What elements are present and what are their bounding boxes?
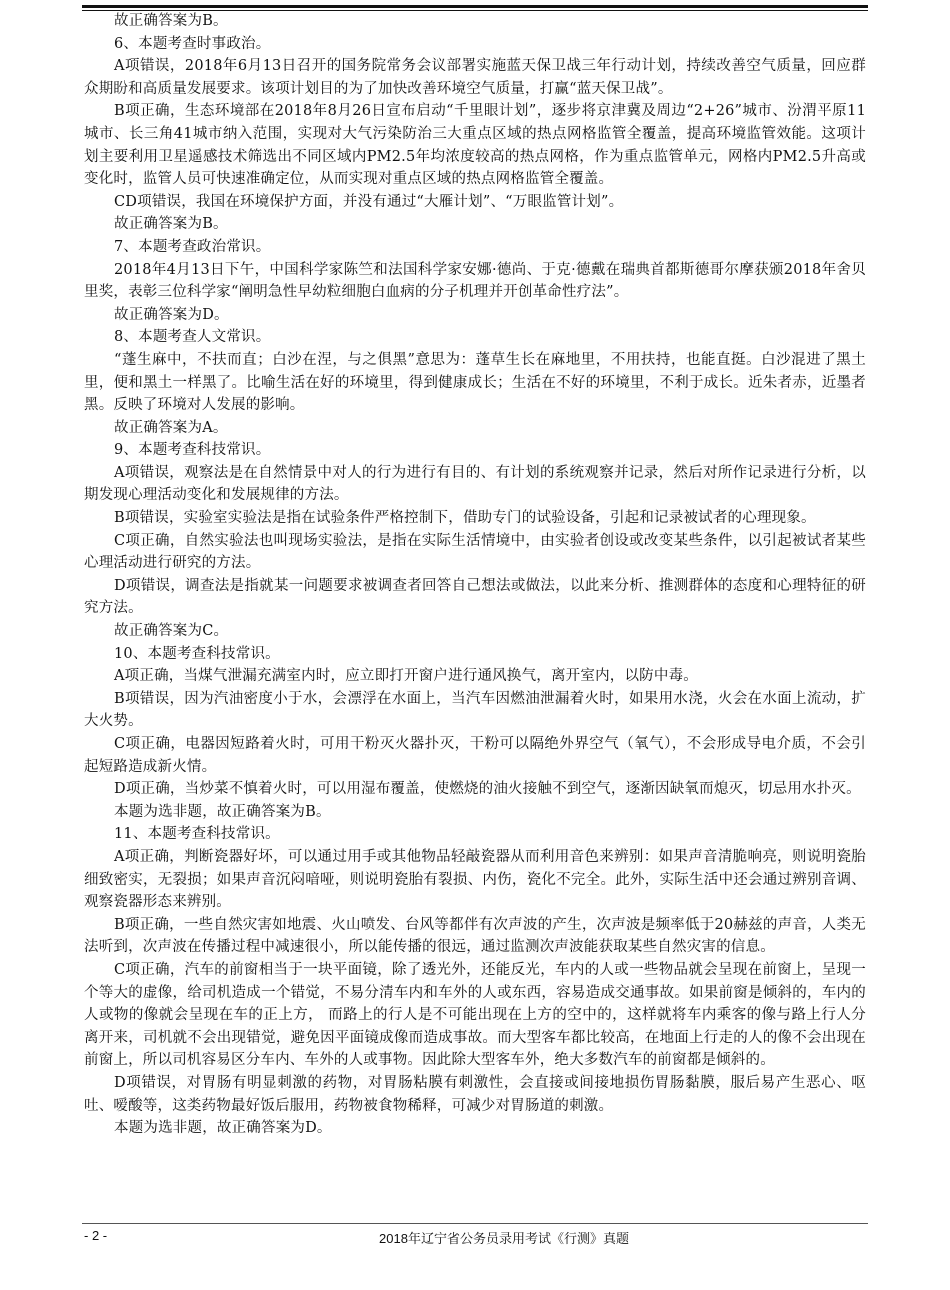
paragraph: B项错误，因为汽油密度小于水，会漂浮在水面上，当汽车因燃油泄漏着火时，如果用水浇，火会在水面上流动，扩大火势。 xyxy=(84,690,866,730)
question-heading: 9、本题考查科技常识。 xyxy=(114,442,271,459)
paragraph: 故正确答案为B。 xyxy=(114,13,228,29)
paragraph: A项正确，当煤气泄漏充满室内时，应立即打开窗户进行通风换气，离开室内，以防中毒。 xyxy=(114,668,698,685)
paragraph: C项正确，电器因短路着火时，可用干粉灭火器扑灭，干粉可以隔绝外界空气（氧气），不会形成导电介质，不会引起短路造成新火情。 xyxy=(84,736,866,775)
paragraph: C项正确，汽车的前窗相当于一块平面镜，除了透光外，还能反光，车内的人或一些物品就会呈现在前窗上，呈现一个等大的虚像，给司机造成一个错觉，不易分清车内和车外的人或东西，容易造成交通事故。如果前窗是倾斜的，车内的人或物的像就会呈现在车的正上方， 而路上的行人是不可能出现在上方的空中的，这样就将车内乘客的像与路上行人分离开来，司机就不会出现错觉，避免因平面镜成像而造成事故。而大型客车都比较高，在地面上行走的人的像不会出现在前窗上，所以司机容易区分车内、车外的人或事物。因此除大型客车外，绝大多数汽车的前窗都是倾斜的。 xyxy=(84,961,866,1069)
paragraph: A项错误，观察法是在自然情景中对人的行为进行有目的、有计划的系统观察并记录，然后对所作记录进行分析，以期发现心理活动变化和发展规律的方法。 xyxy=(84,464,866,504)
paragraph: D项错误，对胃肠有明显刺激的药物，对胃肠粘膜有刺激性，会直接或间接地损伤胃肠黏膜，服后易产生恶心、呕吐、嗳酸等，这类药物最好饭后服用，药物被食物稀释，可减少对胃肠道的刺激。 xyxy=(84,1074,866,1114)
page-footer xyxy=(84,1228,866,1248)
page-number: - 2 - xyxy=(84,1228,108,1243)
header-rule-thick xyxy=(82,5,868,8)
question-heading: 11、本题考查科技常识。 xyxy=(114,826,280,843)
paragraph: 故正确答案为C。 xyxy=(114,623,229,640)
paragraph: “蓬生麻中，不扶而直；白沙在涅，与之俱黑”意思为：蓬草生长在麻地里，不用扶持，也能直挺。白沙混进了黑土里，便和黑土一样黑了。比喻生活在好的环境里，得到健康成长；生活在不好的环境里，不利于成长。近朱者赤，近墨者黑。反映了环境对人发展的影响。 xyxy=(84,351,866,414)
paragraph: C项正确，自然实验法也叫现场实验法，是指在实际生活情境中，由实验者创设或改变某些条件，以引起被试者某些心理活动进行研究的方法。 xyxy=(84,532,866,572)
paragraph: CD项错误，我国在环境保护方面，并没有通过“大雁计划”、“万眼监管计划”。 xyxy=(114,193,624,210)
document-body xyxy=(84,10,866,1140)
footer-rule xyxy=(82,1223,868,1224)
footer-title: 2018年辽宁省公务员录用考试《行测》真题 xyxy=(379,1231,629,1246)
paragraph: 故正确答案为A。 xyxy=(114,419,228,436)
question-heading: 6、本题考查时事政治。 xyxy=(114,35,271,52)
paragraph: 故正确答案为B。 xyxy=(114,216,228,233)
paragraph: D项正确，当炒菜不慎着火时，可以用湿布覆盖，使燃烧的油火接触不到空气，逐渐因缺氧而熄灭，切忌用水扑灭。 xyxy=(114,781,861,798)
paragraph: 本题为选非题，故正确答案为B。 xyxy=(114,803,331,820)
paragraph: A项错误，2018年6月13日召开的国务院常务会议部署实施蓝天保卫战三年行动计划，持续改善空气质量，回应群众期盼和高质量发展要求。该项计划目的为了加快改善环境空气质量，打赢“蓝天保卫战”。 xyxy=(84,58,866,97)
question-heading: 10、本题考查科技常识。 xyxy=(114,645,280,662)
question-heading: 8、本题考查人文常识。 xyxy=(114,329,271,346)
paragraph: A项正确，判断瓷器好坏，可以通过用手或其他物品轻敲瓷器从而利用音色来辨别：如果声音清脆响亮，则说明瓷胎细致密实，无裂损；如果声音沉闷喑哑，则说明瓷胎有裂损、内伤，瓷化不完全。此外，实际生活中还会通过辨别音调、观察瓷器形态来辨别。 xyxy=(84,848,866,911)
paragraph: B项正确，一些自然灾害如地震、火山喷发、台风等都伴有次声波的产生，次声波是频率低于20赫兹的声音，人类无法听到，次声波在传播过程中减速很小，所以能传播的很远，通过监测次声波能获取某些自然灾害的信息。 xyxy=(84,916,866,956)
paragraph: 本题为选非题，故正确答案为D。 xyxy=(114,1120,332,1137)
paragraph: D项错误，调查法是指就某一问题要求被调查者回答自己想法或做法，以此来分析、推测群体的态度和心理特征的研究方法。 xyxy=(84,577,866,617)
paragraph: 2018年4月13日下午，中国科学家陈竺和法国科学家安娜·德尚、于克·德戴在瑞典首都斯德哥尔摩获颁2018年舍贝里奖，表彰三位科学家“阐明急性早幼粒细胞白血病的分子机理并开创革命性疗法”。 xyxy=(84,261,866,301)
paragraph: B项错误，实验室实验法是指在试验条件严格控制下，借助专门的试验设备，引起和记录被试者的心理现象。 xyxy=(114,510,816,527)
paragraph: 故正确答案为D。 xyxy=(114,306,229,323)
paragraph: B项正确，生态环境部在2018年8月26日宣布启动“千里眼计划”，逐步将京津冀及周边“2+26”城市、汾渭平原11城市、长三角41城市纳入范围，实现对大气污染防治三大重点区域的热点网格监管全覆盖，提高环境监管效能。这项计划主要利用卫星遥感技术筛选出不同区域内PM2.5年均浓度较高的热点网格，作为重点监管单元，网格内PM2.5升高或变化时，监管人员可快速准确定位，从而实现对重点区域的热点网格监管全覆盖。 xyxy=(84,103,866,188)
question-heading: 7、本题考查政治常识。 xyxy=(114,238,271,255)
